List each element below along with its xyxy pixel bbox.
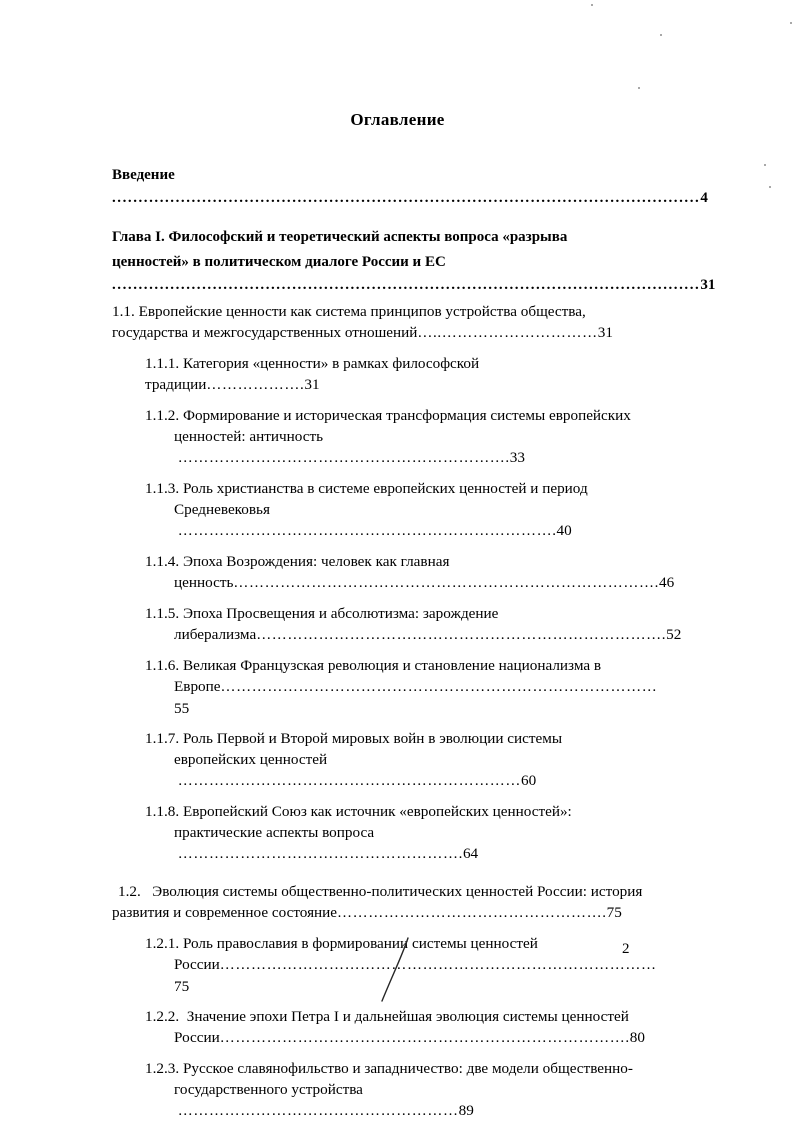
dot-leader: ……………………………………………………………………. [256, 627, 667, 643]
toc-entry-title-line-1: Эпоха Возрождения: человек как главная [182, 553, 450, 570]
toc-page-number: 33 [509, 449, 525, 466]
toc-entry-number: 1.1.2. [145, 407, 180, 424]
toc-entry-title-line-2: государства и межгосударственных отношений [112, 324, 418, 341]
toc-entry-title-line-1: Европейские ценности как система принципов устройства общества, [138, 303, 586, 320]
scan-speck [638, 87, 640, 89]
toc-page-number: 80 [629, 1029, 645, 1046]
toc-entry-line-1 [145, 728, 646, 749]
scan-speck [769, 186, 771, 188]
toc-entry-line-2 [112, 322, 646, 344]
toc-entry-1-1[interactable] [112, 301, 646, 344]
toc-entry-title-line-1: Русское славянофильство и западничество: две модели общественно- [182, 1060, 633, 1077]
toc-entry-line-1 [112, 881, 646, 902]
dot-leader: ………………………………………………………… [177, 773, 521, 789]
toc-page-number: 31 [304, 376, 320, 393]
scan-speck [591, 4, 593, 6]
page-number: 2 [622, 941, 630, 957]
toc-entry-title-line-1: Роль Первой и Второй мировых войн в эволюции системы [182, 730, 563, 747]
toc-entry-1-2-3[interactable] [145, 1058, 646, 1122]
toc-entry-line-1 [145, 353, 646, 396]
toc-entry-line-2 [145, 1027, 646, 1049]
toc-entry-title-line-2: Европе [174, 678, 221, 695]
toc-entry-line-1 [145, 603, 646, 624]
toc-entry-number: 1.1.8. [145, 803, 180, 820]
toc-entry-1-1-4[interactable] [145, 551, 675, 594]
dot-leader: ………………. [206, 377, 305, 393]
toc-entry-title-line-1: Значение эпохи Петра I и дальнейшая эволюция системы ценностей [186, 1008, 629, 1025]
dot-leader: ............................................................................................................... [112, 277, 701, 293]
dot-leader: ………………………………………………. [177, 846, 463, 862]
toc-page-number: 89 [458, 1102, 474, 1119]
toc-entry-line-2 [112, 902, 646, 924]
toc-entry-1-1-1[interactable] [145, 353, 646, 396]
toc-entry-line-1 [145, 655, 646, 676]
toc-entry-title-line-2: либерализма [174, 626, 257, 643]
toc-entry-line-1 [145, 1006, 646, 1027]
toc-entry-title-line-2: России [174, 1029, 220, 1046]
toc-entry-title-line-2: европейских ценностей [174, 751, 328, 768]
toc-entry-number: 1.1.4. [145, 553, 180, 570]
toc-entry-introduction[interactable] [112, 163, 708, 209]
toc-leader-row [112, 188, 708, 209]
toc-entry-line-1 [112, 301, 646, 322]
scan-speck [660, 34, 662, 36]
toc-entry-1-1-2[interactable] [145, 405, 646, 469]
toc-page-number: 52 [666, 626, 682, 643]
toc-entry-number: 1.1.6. [145, 657, 180, 674]
toc-entry-line-2 [145, 426, 646, 469]
toc-entry-line-2 [145, 624, 682, 646]
toc-entry-number: 1.1.5. [145, 605, 180, 622]
toc-entry-1-2-2[interactable] [145, 1006, 646, 1049]
dot-leader: ……………………………………………… [177, 1103, 459, 1119]
toc-entry-1-1-3[interactable] [145, 478, 646, 542]
toc-entry-title-line-2: практические аспекты вопроса [174, 824, 375, 841]
dot-leader: ……………………………………………. [337, 905, 607, 921]
dot-leader: ………………………………………………………………………… [219, 957, 657, 973]
toc-entry-line-2 [145, 1079, 646, 1122]
toc-page-number: 75 [174, 978, 190, 995]
toc-entry-line-2 [145, 822, 646, 865]
toc-entry-title-line-2: развития и современное состояние [112, 904, 338, 921]
toc-page-number: 31 [597, 324, 613, 341]
dot-leader: ………………………………………………………………………… [220, 679, 658, 695]
toc-entry-line-1 [145, 551, 646, 572]
toc-page-number: 4 [700, 190, 708, 206]
page-title: Оглавление [350, 110, 445, 129]
toc-leader-row [112, 275, 716, 296]
toc-entry-line-1 [145, 478, 646, 499]
toc-entry-number: 1.2.3. [145, 1060, 180, 1077]
scan-speck [790, 22, 792, 24]
toc-entry-title-line-2: России [174, 956, 220, 973]
toc-entry-line-1 [145, 933, 646, 954]
toc-page-number: 60 [521, 772, 537, 789]
toc-entry-line-1 [145, 405, 646, 426]
toc-page-number: 46 [658, 574, 675, 591]
toc-entry-number: 1.1. [112, 303, 135, 320]
toc-entry-number: 1.2.1. [145, 935, 180, 952]
dot-leader: ……………………………………………………………………. [219, 1030, 630, 1046]
toc-entry-title-line-2: государственного устройства [174, 1081, 363, 1098]
toc-entry-1-1-5[interactable] [145, 603, 682, 646]
toc-entry-title-line-2: ценностей: античность [174, 428, 324, 445]
toc-page-number: 31 [700, 277, 716, 293]
toc-entry-title-line-2: Средневековья [174, 501, 270, 518]
toc-entry-line-2 [145, 572, 675, 594]
dot-leader: ............................................................................................................... [112, 190, 701, 206]
scan-speck [764, 164, 766, 166]
toc-entry-title-line-2: ценностей» в политическом диалоге России и ЕС [112, 254, 446, 270]
toc-entry-title-line-1: Роль православия в формировании системы ценностей [182, 935, 538, 952]
toc-entry-line-1 [145, 1058, 646, 1079]
toc-entry-line-2 [145, 499, 646, 542]
toc-entry-1-1-6[interactable] [145, 655, 658, 719]
dot-leader: ………………………………………………………………………. [233, 575, 659, 591]
toc-entry-title-line-1: Роль христианства в системе европейских ценностей и период [182, 480, 588, 497]
toc-entry-1-2-1[interactable] [145, 933, 657, 997]
dot-leader: …..………………………… [417, 325, 598, 341]
toc-entry-1-1-8[interactable] [145, 801, 646, 865]
toc-page-number: 64 [462, 845, 479, 862]
toc-entry-title-line-1: Европейский Союз как источник «европейских ценностей»: [182, 803, 572, 820]
toc-page-number: 40 [556, 522, 572, 539]
toc-entry-title-line-1: Эволюция системы общественно-политических ценностей России: история [152, 883, 643, 900]
dot-leader: ………………………………………………………. [177, 450, 510, 466]
toc-entry-chapter-1[interactable] [112, 225, 716, 296]
toc-entry-number: 1.1.3. [145, 480, 180, 497]
toc-entry-title-line-1: Великая Французская революция и становление национализма в [182, 657, 602, 674]
toc-entry-title-line-1: Глава I. Философский и теоретический аспекты вопроса «разрыва [112, 229, 568, 245]
toc-entry-number: 1.1.7. [145, 730, 180, 747]
toc-page-number: 55 [174, 700, 190, 717]
toc-entry-line-2 [145, 749, 646, 792]
toc-entry-title: Введение [112, 167, 175, 183]
toc-entry-number: 1.2. [118, 883, 141, 900]
toc-entry-number: 1.1.1. [145, 355, 180, 372]
toc-entry-title-line-1: Формирование и историческая трансформация системы европейских [182, 407, 631, 424]
toc-entry-line-1 [145, 801, 646, 822]
toc-entry-title: Категория «ценности» в рамках философской традиции [145, 355, 480, 393]
toc-entry-1-2[interactable] [112, 881, 646, 924]
toc-entry-line-2 [145, 676, 658, 719]
table-of-contents [112, 163, 716, 1122]
toc-page-number: 75 [606, 904, 622, 921]
toc-entry-1-1-7[interactable] [145, 728, 646, 792]
toc-entry-title-line-1: Эпоха Просвещения и абсолютизма: зарождение [182, 605, 499, 622]
toc-entry-title-line-2: ценность [174, 574, 234, 591]
dot-leader: ………………………………………………………………. [177, 523, 557, 539]
toc-entry-line-2 [145, 954, 657, 997]
toc-entry-number: 1.2.2. [145, 1008, 180, 1025]
